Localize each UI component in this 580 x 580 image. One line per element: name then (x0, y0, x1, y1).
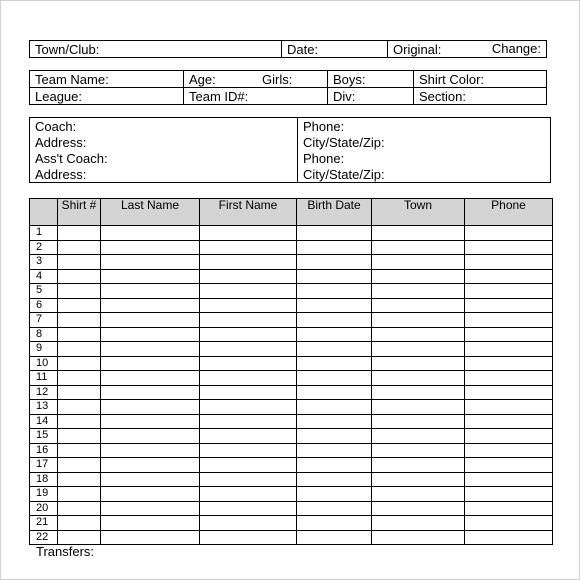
birth-date-cell[interactable] (297, 327, 372, 342)
roster-row (30, 255, 553, 270)
row-number: 11 (30, 371, 58, 386)
first-name-cell[interactable] (200, 313, 297, 328)
shirt-cell[interactable] (58, 255, 101, 270)
town-cell[interactable] (372, 342, 465, 357)
roster-row (30, 400, 553, 415)
shirt-cell[interactable] (58, 443, 101, 458)
phone-cell[interactable] (465, 400, 553, 415)
birth-date-cell[interactable] (297, 269, 372, 284)
roster-row (30, 429, 553, 444)
shirt-cell[interactable] (58, 356, 101, 371)
row-number: 18 (30, 472, 58, 487)
row-number: 1 (30, 226, 58, 241)
town-cell[interactable] (372, 443, 465, 458)
phone-cell[interactable] (465, 487, 553, 502)
shirt-color-label: Shirt Color: (419, 71, 485, 87)
change-label: Change: (491, 41, 541, 56)
row-number: 6 (30, 298, 58, 313)
birth-date-cell[interactable] (297, 342, 372, 357)
shirt-cell[interactable] (58, 516, 101, 531)
row-number: 22 (30, 530, 58, 545)
team-id-label: Team ID#: (189, 88, 249, 104)
coach-address-field[interactable] (30, 134, 298, 150)
town-cell[interactable] (372, 356, 465, 371)
birth-date-cell[interactable] (297, 298, 372, 313)
shirt-cell[interactable] (58, 414, 101, 429)
first-name-cell[interactable] (200, 385, 297, 400)
phone-cell[interactable] (465, 356, 553, 371)
row-number: 19 (30, 487, 58, 502)
last-name-cell[interactable] (101, 313, 200, 328)
age-label: Age: (189, 71, 216, 87)
phone-cell[interactable] (465, 327, 553, 342)
roster-row (30, 313, 553, 328)
town-cell[interactable] (372, 516, 465, 531)
team-id-field[interactable] (184, 88, 328, 105)
phone-cell[interactable] (465, 501, 553, 516)
phone-cell[interactable] (465, 429, 553, 444)
last-name-cell[interactable] (101, 487, 200, 502)
shirt-cell[interactable] (58, 342, 101, 357)
town-cell[interactable] (372, 414, 465, 429)
town-cell[interactable] (372, 371, 465, 386)
first-name-cell[interactable] (200, 327, 297, 342)
town-cell[interactable] (372, 284, 465, 299)
asst-coach-field[interactable] (30, 150, 298, 166)
last-name-cell[interactable] (101, 269, 200, 284)
town-cell[interactable] (372, 240, 465, 255)
phone-cell[interactable] (465, 371, 553, 386)
original-change-field[interactable] (388, 41, 547, 58)
shirt-cell[interactable] (58, 530, 101, 545)
last-name-cell[interactable] (101, 371, 200, 386)
first-name-cell[interactable] (200, 443, 297, 458)
town-cell[interactable] (372, 458, 465, 473)
coach-city-field[interactable] (298, 134, 551, 150)
last-name-cell[interactable] (101, 240, 200, 255)
last-name-cell[interactable] (101, 298, 200, 313)
boys-label: Boys: (333, 71, 366, 87)
club-date-table (29, 40, 547, 58)
first-name-cell[interactable] (200, 226, 297, 241)
roster-row (30, 298, 553, 313)
first-name-cell[interactable] (200, 414, 297, 429)
coach-info-table (29, 117, 551, 183)
phone-cell[interactable] (465, 414, 553, 429)
asst-address-label: Address: (35, 166, 87, 182)
last-name-cell[interactable] (101, 226, 200, 241)
original-label: Original: (393, 41, 442, 57)
first-name-cell[interactable] (200, 255, 297, 270)
row-number: 15 (30, 429, 58, 444)
birth-date-cell[interactable] (297, 516, 372, 531)
row-number: 3 (30, 255, 58, 270)
last-name-cell[interactable] (101, 443, 200, 458)
roster-row (30, 371, 553, 386)
team-name-field[interactable] (30, 71, 184, 88)
town-cell[interactable] (372, 530, 465, 545)
first-name-cell[interactable] (200, 371, 297, 386)
col-shirt-header: Shirt # (58, 199, 101, 226)
birth-date-cell[interactable] (297, 530, 372, 545)
row-number: 20 (30, 501, 58, 516)
shirt-cell[interactable] (58, 501, 101, 516)
row-number: 13 (30, 400, 58, 415)
asst-address-field[interactable] (30, 166, 298, 183)
birth-date-cell[interactable] (297, 385, 372, 400)
col-last-name-header: Last Name (101, 199, 200, 226)
phone-cell[interactable] (465, 226, 553, 241)
asst-coach-label: Ass't Coach: (35, 150, 108, 166)
last-name-cell[interactable] (101, 458, 200, 473)
row-number: 8 (30, 327, 58, 342)
section-field[interactable] (414, 88, 547, 105)
team-name-label: Team Name: (35, 71, 109, 87)
col-first-name-header: First Name (200, 199, 297, 226)
coach-field[interactable] (30, 118, 298, 135)
shirt-cell[interactable] (58, 284, 101, 299)
birth-date-cell[interactable] (297, 371, 372, 386)
birth-date-cell[interactable] (297, 443, 372, 458)
last-name-cell[interactable] (101, 429, 200, 444)
birth-date-cell[interactable] (297, 472, 372, 487)
birth-date-cell[interactable] (297, 487, 372, 502)
phone-cell[interactable] (465, 255, 553, 270)
roster-row (30, 284, 553, 299)
row-number: 16 (30, 443, 58, 458)
roster-body (30, 226, 553, 545)
town-cell[interactable] (372, 501, 465, 516)
league-label: League: (35, 88, 82, 104)
shirt-cell[interactable] (58, 458, 101, 473)
col-birth-date-header: Birth Date (297, 199, 372, 226)
birth-date-cell[interactable] (297, 255, 372, 270)
town-cell[interactable] (372, 269, 465, 284)
last-name-cell[interactable] (101, 516, 200, 531)
shirt-cell[interactable] (58, 327, 101, 342)
shirt-cell[interactable] (58, 371, 101, 386)
date-label: Date: (287, 41, 319, 57)
roster-row (30, 530, 553, 545)
roster-row (30, 472, 553, 487)
first-name-cell[interactable] (200, 516, 297, 531)
town-cell[interactable] (372, 298, 465, 313)
last-name-cell[interactable] (101, 501, 200, 516)
phone-cell[interactable] (465, 342, 553, 357)
last-name-cell[interactable] (101, 472, 200, 487)
shirt-cell[interactable] (58, 269, 101, 284)
town-cell[interactable] (372, 255, 465, 270)
last-name-cell[interactable] (101, 385, 200, 400)
birth-date-cell[interactable] (297, 284, 372, 299)
coach-label: Coach: (35, 118, 77, 134)
asst-city-field[interactable] (298, 166, 551, 183)
team-info-table (29, 70, 547, 105)
last-name-cell[interactable] (101, 255, 200, 270)
first-name-cell[interactable] (200, 458, 297, 473)
div-label: Div: (333, 88, 356, 104)
roster-row (30, 385, 553, 400)
shirt-cell[interactable] (58, 385, 101, 400)
boys-field[interactable] (328, 71, 414, 88)
town-club-label: Town/Club: (35, 41, 100, 57)
last-name-cell[interactable] (101, 327, 200, 342)
phone-cell[interactable] (465, 269, 553, 284)
town-cell[interactable] (372, 385, 465, 400)
town-cell[interactable] (372, 400, 465, 415)
coach-phone-label: Phone: (303, 118, 345, 134)
birth-date-cell[interactable] (297, 313, 372, 328)
row-number: 21 (30, 516, 58, 531)
phone-cell[interactable] (465, 284, 553, 299)
phone-cell[interactable] (465, 313, 553, 328)
roster-row (30, 501, 553, 516)
first-name-cell[interactable] (200, 501, 297, 516)
phone-cell[interactable] (465, 443, 553, 458)
first-name-cell[interactable] (200, 356, 297, 371)
roster-row (30, 516, 553, 531)
shirt-cell[interactable] (58, 240, 101, 255)
first-name-cell[interactable] (200, 472, 297, 487)
roster-row (30, 269, 553, 284)
roster-table (29, 198, 553, 545)
town-cell[interactable] (372, 472, 465, 487)
shirt-cell[interactable] (58, 226, 101, 241)
col-number-header (30, 199, 58, 226)
row-number: 2 (30, 240, 58, 255)
phone-cell[interactable] (465, 240, 553, 255)
shirt-cell[interactable] (58, 429, 101, 444)
shirt-cell[interactable] (58, 400, 101, 415)
col-phone-header: Phone (465, 199, 553, 226)
birth-date-cell[interactable] (297, 414, 372, 429)
coach-address-label: Address: (35, 134, 87, 150)
row-number: 9 (30, 342, 58, 357)
age-field[interactable] (184, 71, 258, 88)
birth-date-cell[interactable] (297, 356, 372, 371)
birth-date-cell[interactable] (297, 400, 372, 415)
roster-row (30, 240, 553, 255)
first-name-cell[interactable] (200, 284, 297, 299)
shirt-color-field[interactable] (414, 71, 547, 88)
row-number: 12 (30, 385, 58, 400)
row-number: 17 (30, 458, 58, 473)
date-field[interactable] (282, 41, 388, 58)
first-name-cell[interactable] (200, 487, 297, 502)
roster-row (30, 226, 553, 241)
town-club-field[interactable] (30, 41, 282, 58)
asst-city-label: City/State/Zip: (303, 166, 385, 182)
phone-cell[interactable] (465, 530, 553, 545)
roster-row (30, 458, 553, 473)
phone-cell[interactable] (465, 298, 553, 313)
last-name-cell[interactable] (101, 356, 200, 371)
last-name-cell[interactable] (101, 414, 200, 429)
first-name-cell[interactable] (200, 400, 297, 415)
phone-cell[interactable] (465, 516, 553, 531)
last-name-cell[interactable] (101, 530, 200, 545)
first-name-cell[interactable] (200, 240, 297, 255)
shirt-cell[interactable] (58, 313, 101, 328)
birth-date-cell[interactable] (297, 501, 372, 516)
phone-cell[interactable] (465, 385, 553, 400)
shirt-cell[interactable] (58, 487, 101, 502)
roster-row (30, 356, 553, 371)
birth-date-cell[interactable] (297, 429, 372, 444)
birth-date-cell[interactable] (297, 458, 372, 473)
town-cell[interactable] (372, 226, 465, 241)
last-name-cell[interactable] (101, 400, 200, 415)
row-number: 4 (30, 269, 58, 284)
roster-row (30, 327, 553, 342)
asst-phone-label: Phone: (303, 150, 345, 166)
birth-date-cell[interactable] (297, 240, 372, 255)
roster-row (30, 414, 553, 429)
town-cell[interactable] (372, 429, 465, 444)
girls-label: Girls: (262, 71, 293, 87)
transfers-label: Transfers: (36, 544, 95, 559)
coach-city-label: City/State/Zip: (303, 134, 385, 150)
phone-cell[interactable] (465, 458, 553, 473)
row-number: 10 (30, 356, 58, 371)
asst-phone-field[interactable] (298, 150, 551, 166)
birth-date-cell[interactable] (297, 226, 372, 241)
div-field[interactable] (328, 88, 414, 105)
section-label: Section: (419, 88, 466, 104)
girls-field[interactable] (257, 71, 328, 88)
first-name-cell[interactable] (200, 530, 297, 545)
town-cell[interactable] (372, 313, 465, 328)
row-number: 7 (30, 313, 58, 328)
first-name-cell[interactable] (200, 429, 297, 444)
col-town-header: Town (372, 199, 465, 226)
shirt-cell[interactable] (58, 298, 101, 313)
first-name-cell[interactable] (200, 269, 297, 284)
row-number: 5 (30, 284, 58, 299)
roster-row (30, 487, 553, 502)
roster-header-row (30, 199, 553, 226)
roster-row (30, 342, 553, 357)
town-cell[interactable] (372, 327, 465, 342)
town-cell[interactable] (372, 487, 465, 502)
row-number: 14 (30, 414, 58, 429)
shirt-cell[interactable] (58, 472, 101, 487)
last-name-cell[interactable] (101, 284, 200, 299)
first-name-cell[interactable] (200, 298, 297, 313)
league-field[interactable] (30, 88, 184, 105)
coach-phone-field[interactable] (298, 118, 551, 135)
last-name-cell[interactable] (101, 342, 200, 357)
roster-row (30, 443, 553, 458)
phone-cell[interactable] (465, 472, 553, 487)
first-name-cell[interactable] (200, 342, 297, 357)
